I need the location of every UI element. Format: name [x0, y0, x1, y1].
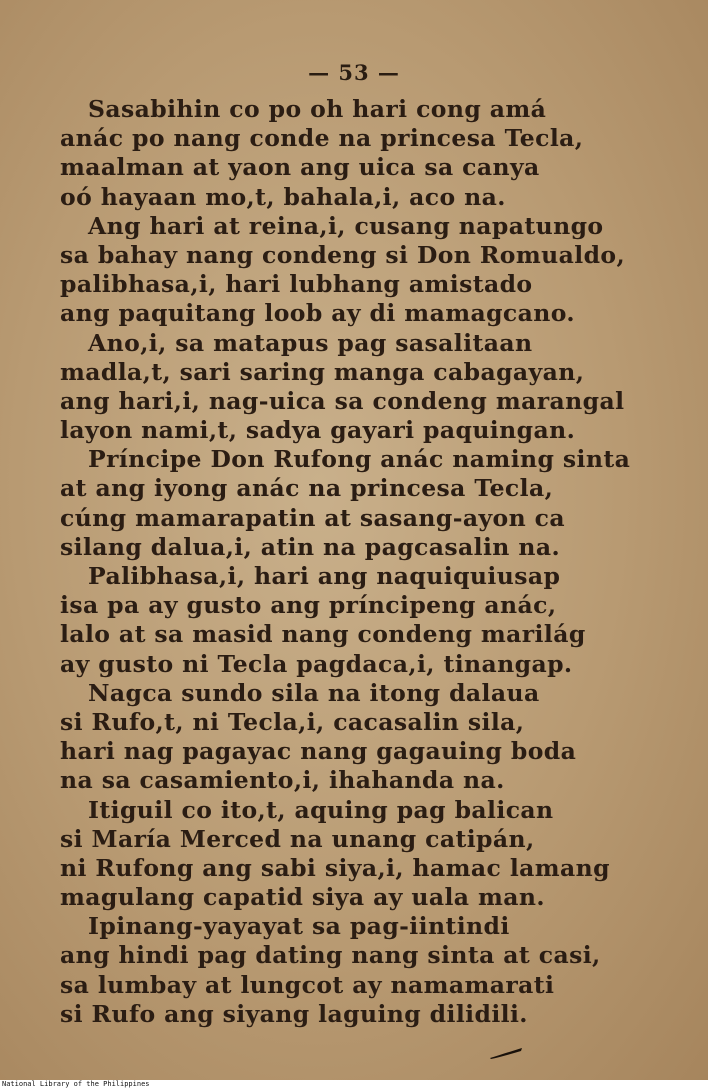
library-credit: National Library of the Philippines — [2, 1080, 150, 1088]
verse-line: ay gusto ni Tecla pagdaca,i, tinangap. — [60, 649, 573, 678]
verse-line: Itiguil co ito,t, aquing pag balican — [88, 795, 554, 824]
verse-line: Ano,i, sa matapus pag sasalitaan — [88, 328, 533, 357]
verse-line: cúng mamarapatin at sasang-ayon ca — [60, 503, 565, 532]
stanza — [60, 328, 658, 446]
verse-line: ni Rufong ang sabi siya,i, hamac lamang — [60, 853, 610, 882]
stanza — [60, 445, 658, 562]
verse-line: hari nag pagayac nang gagauing boda — [60, 737, 577, 766]
verse-line: madla,t, sari saring manga cabagayan, — [60, 357, 585, 386]
ink-mark — [488, 1046, 524, 1060]
stanza — [60, 795, 658, 913]
verse-line: lalo at sa masid nang condeng marilág — [60, 620, 586, 649]
verse-line: Nagca sundo sila na itong dalaua — [88, 678, 540, 707]
verse-line: anác po nang conde na princesa Tecla, — [60, 124, 584, 153]
page-number: — 53 — — [308, 60, 400, 85]
verse-line: Príncipe Don Rufong anác naming sinta — [88, 445, 631, 474]
poem-body — [60, 95, 658, 1029]
verse-line: si Rufo ang siyang laguing dilidili. — [60, 999, 528, 1028]
stanza — [60, 912, 658, 1029]
verse-line: si María Merced na unang catipán, — [60, 824, 535, 853]
stanza — [60, 211, 658, 329]
verse-line: sa bahay nang condeng si Don Romualdo, — [60, 240, 626, 269]
verse-line: layon nami,t, sadya gayari paquingan. — [60, 416, 576, 445]
verse-line: silang dalua,i, atin na pagcasalin na. — [60, 532, 561, 561]
verse-line: maalman at yaon ang uica sa canya — [60, 153, 540, 182]
stanza — [60, 95, 658, 212]
verse-line: Palibhasa,i, hari ang naquiquiusap — [88, 562, 561, 590]
verse-line: Sasabihin co po oh hari cong amá — [88, 95, 547, 123]
verse-line: ang paquitang loob ay di mamagcano. — [60, 299, 575, 328]
verse-line: at ang iyong anác na princesa Tecla, — [60, 474, 554, 503]
stanza — [60, 678, 658, 796]
verse-line: ang hari,i, nag-uica sa condeng marangal — [60, 386, 625, 415]
verse-line: Ang hari at reina,i, cusang napatungo — [88, 211, 604, 240]
verse-line: oó hayaan mo,t, bahala,i, aco na. — [60, 182, 506, 211]
verse-line: Ipinang-yayayat sa pag-iintindi — [88, 912, 510, 941]
verse-line: si Rufo,t, ni Tecla,i, cacasalin sila, — [60, 707, 525, 736]
verse-line: isa pa ay gusto ang príncipeng anác, — [60, 591, 557, 620]
verse-line: palibhasa,i, hari lubhang amistado — [60, 270, 533, 299]
verse-line: na sa casamiento,i, ihahanda na. — [60, 766, 505, 795]
stanza — [60, 562, 658, 679]
verse-line: magulang capatid siya ay uala man. — [60, 883, 545, 912]
verse-line: sa lumbay at lungcot ay namamarati — [60, 970, 555, 999]
verse-line: ang hindi pag dating nang sinta at casi, — [60, 941, 601, 970]
